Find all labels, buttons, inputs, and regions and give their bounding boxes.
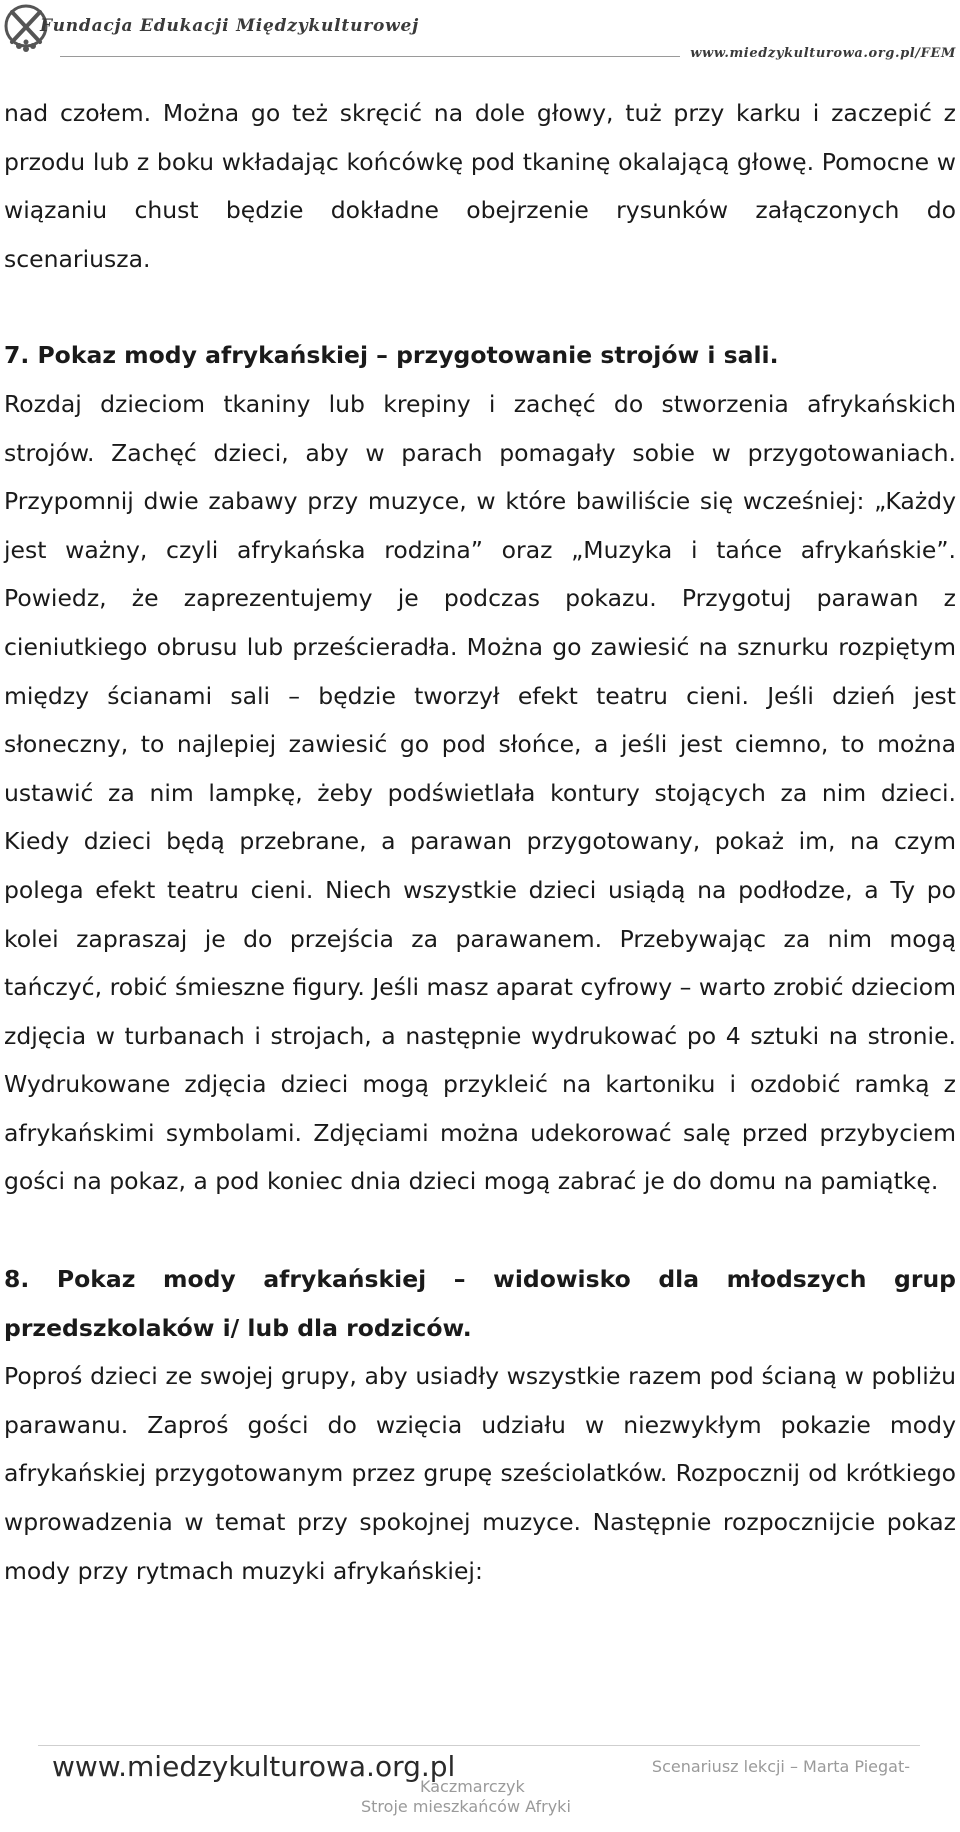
paragraph-spacer	[4, 283, 956, 331]
paragraph-spacer	[4, 1206, 956, 1255]
document-body	[4, 89, 956, 1595]
footer-caption-author-cont: Kaczmarczyk	[420, 1777, 525, 1796]
footer-caption-title: Stroje mieszkańców Afryki	[361, 1797, 571, 1816]
intro-paragraph: nad czołem. Można go też skręcić na dole głowy, tuż przy karku i zaczepić z przodu lub z boku wkładając końcówkę pod tkaninę okalającą głowę. Pomocne w wiązaniu chust będzie dokładne obejrzenie rysunków załączonych do scenariusza.	[4, 99, 956, 273]
footer-caption-author: Scenariusz lekcji – Marta Piegat-	[651, 1757, 910, 1776]
section-7-heading: 7. Pokaz mody afrykańskiej – przygotowanie strojów i sali.	[4, 341, 779, 370]
header-url: www.miedzykulturowa.org.pl/FEM	[690, 46, 956, 61]
page-header	[0, 0, 960, 66]
section-7-paragraph: Rozdaj dzieciom tkaniny lub krepiny i zachęć do stworzenia afrykańskich strojów. Zachęć dzieci, aby w parach pomagały sobie w przygotowaniach. Przypomnij dwie zabawy przy muzyce, w które bawiliście się wcześniej: „Każdy jest ważny, czyli afrykańska rodzina” oraz „Muzyka i tańce afrykańskie”. Powiedz, że zaprezentujemy je podczas pokazu. Przygotuj parawan z cieniutkiego obrusu lub prześcieradła. Można go zawiesić na sznurku rozpiętym między ścianami sali – będzie tworzył efekt teatru cieni. Jeśli dzień jest słoneczny, to najlepiej zawiesić go pod słońce, a jeśli jest ciemno, to można ustawić za nim lampkę, żeby podświetlała kontury stojących za nim dzieci. Kiedy dzieci będą przebrane, a parawan przygotowany, pokaż im, na czym polega efekt teatru cieni. Niech wszystkie dzieci usiądą na podłodze, a Ty po kolei zapraszaj je do przejścia za parawanem. Przebywając za nim mogą tańczyć, robić śmieszne figury. Jeśli masz aparat cyfrowy – warto zrobić dzieciom zdjęcia w turbanach i strojach, a następnie wydrukować po 4 sztuki na stronie. Wydrukowane zdjęcia dzieci mogą przykleić na kartoniku i ozdobić ramką z afrykańskimi symbolami. Zdjęciami można udekorować salę przed przybyciem gości na pokaz, a pod koniec dnia dzieci mogą zabrać je do domu na pamiątkę.	[4, 389, 956, 1196]
organization-name: Fundacja Edukacji Międzykulturowej	[40, 16, 420, 36]
footer-divider	[38, 1745, 920, 1746]
section-8-heading: 8. Pokaz mody afrykańskiej – widowisko dla młodszych grup przedszkolaków i/ lub dla rodziców.	[4, 1265, 956, 1342]
footer-url: www.miedzykulturowa.org.pl	[52, 1750, 456, 1783]
section-8-paragraph: Poproś dzieci ze swojej grupy, aby usiadły wszystkie razem pod ścianą w pobliżu parawanu. Zaproś gości do wzięcia udziału w niezwykłym pokazie mody afrykańskiej przygotowanym przez grupę sześciolatków. Rozpocznij od krótkiego wprowadzenia w temat przy spokojnej muzyce. Następnie rozpocznijcie pokaz mody przy rytmach muzyki afrykańskiej:	[4, 1362, 956, 1585]
header-divider	[60, 56, 680, 57]
footer-caption	[340, 1757, 930, 1817]
